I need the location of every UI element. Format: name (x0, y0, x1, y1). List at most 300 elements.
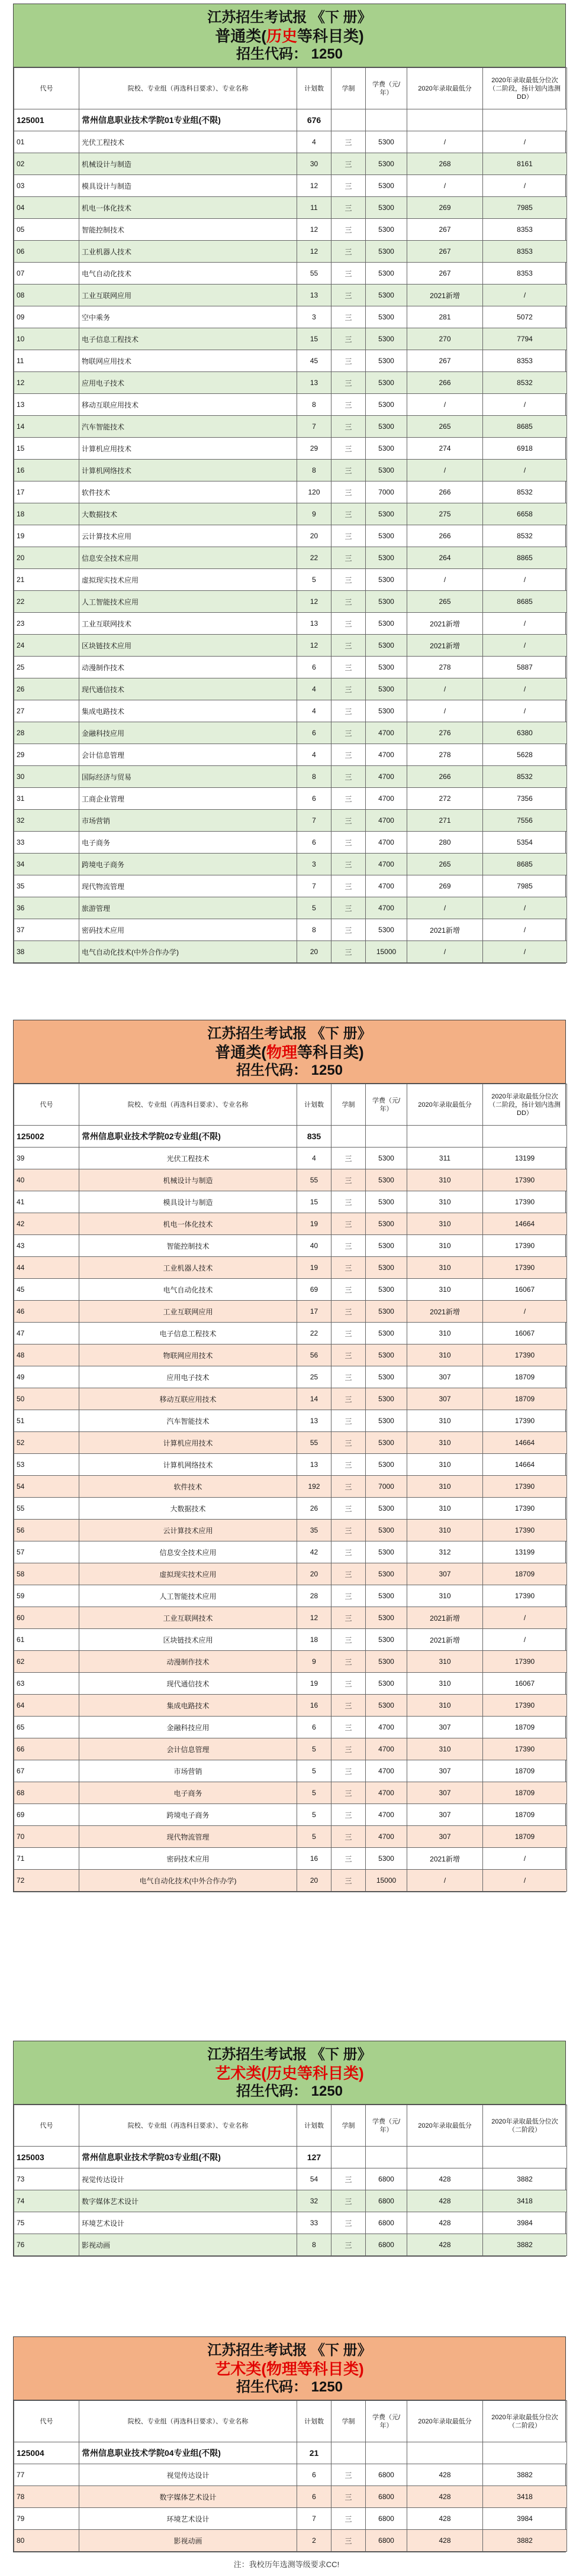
min-rank: 8532 (483, 481, 567, 503)
xuezhi: 三 (331, 1520, 366, 1541)
major-name: 集成电路技术 (79, 700, 297, 722)
min-rank: 8161 (483, 153, 567, 175)
min-score: 2021新增 (407, 285, 483, 306)
tuition: 5300 (366, 1323, 407, 1344)
min-rank: 6918 (483, 438, 567, 460)
tuition: 5300 (366, 438, 407, 460)
major-code: 35 (14, 875, 79, 897)
xuezhi: 三 (331, 678, 366, 700)
min-score: 278 (407, 657, 483, 678)
major-code: 48 (14, 1344, 79, 1366)
tuition: 5300 (366, 1235, 407, 1257)
col-min-rank: 2020年录取最低分位次（二阶段，扬计划内选测DD） (483, 68, 567, 109)
major-code: 63 (14, 1673, 79, 1695)
column-headers (14, 1084, 567, 1126)
xuezhi: 三 (331, 1826, 366, 1848)
min-score: 2021新增 (407, 1848, 483, 1870)
major-code: 73 (14, 2168, 79, 2190)
group-row (14, 109, 567, 131)
plan-count: 56 (297, 1344, 331, 1366)
plan-count: 5 (297, 569, 331, 591)
min-score: 2021新增 (407, 919, 483, 941)
major-code: 12 (14, 372, 79, 394)
min-rank: 18709 (483, 1760, 567, 1782)
plan-count: 5 (297, 1804, 331, 1826)
major-code: 55 (14, 1498, 79, 1520)
table-row (14, 1607, 567, 1629)
xuezhi: 三 (331, 525, 366, 547)
min-score: 266 (407, 372, 483, 394)
major-code: 40 (14, 1169, 79, 1191)
plan-count: 6 (297, 722, 331, 744)
table-row (14, 1717, 567, 1738)
plan-count: 5 (297, 1826, 331, 1848)
tuition: 4700 (366, 875, 407, 897)
min-score: 307 (407, 1760, 483, 1782)
tuition: 5300 (366, 919, 407, 941)
major-name: 工业互联网应用 (79, 285, 297, 306)
plan-count: 2 (297, 2530, 331, 2552)
col-fee: 学费（元/年） (366, 2105, 407, 2147)
plan-count: 4 (297, 700, 331, 722)
min-score: / (407, 175, 483, 197)
col-plan: 计划数 (297, 2401, 331, 2442)
major-code: 36 (14, 897, 79, 919)
major-name: 视觉传达设计 (79, 2464, 297, 2486)
min-score: 271 (407, 810, 483, 832)
tuition: 5300 (366, 197, 407, 219)
tuition: 5300 (366, 1673, 407, 1695)
tuition: 4700 (366, 766, 407, 788)
min-rank: / (483, 613, 567, 635)
min-rank: 7356 (483, 788, 567, 810)
table-header (14, 4, 565, 67)
major-code: 09 (14, 306, 79, 328)
major-code: 42 (14, 1213, 79, 1235)
table-row (14, 2234, 567, 2256)
plan-count: 5 (297, 1782, 331, 1804)
min-score: 265 (407, 854, 483, 875)
plan-count: 20 (297, 941, 331, 963)
tuition: 4700 (366, 1804, 407, 1826)
min-score: 310 (407, 1673, 483, 1695)
major-name: 移动互联应用技术 (79, 1388, 297, 1410)
tuition: 5300 (366, 1432, 407, 1454)
min-score: 265 (407, 591, 483, 613)
major-code: 25 (14, 657, 79, 678)
min-rank: 8685 (483, 854, 567, 875)
major-code: 46 (14, 1301, 79, 1323)
xuezhi: 三 (331, 1279, 366, 1301)
min-score: 428 (407, 2530, 483, 2552)
min-rank: / (483, 569, 567, 591)
admission-table-125001 (13, 4, 566, 964)
major-code: 02 (14, 153, 79, 175)
plan-count: 18 (297, 1629, 331, 1651)
plan-count: 13 (297, 613, 331, 635)
tuition: 5300 (366, 306, 407, 328)
min-score: 266 (407, 481, 483, 503)
plan-count: 8 (297, 460, 331, 481)
major-name: 数字媒体艺术设计 (79, 2190, 297, 2212)
col-xuezhi: 学制 (331, 68, 366, 109)
tuition: 5300 (366, 131, 407, 153)
table-row (14, 481, 567, 503)
major-name: 计算机网络技术 (79, 1454, 297, 1476)
min-score: 310 (407, 1585, 483, 1607)
plan-count: 17 (297, 1301, 331, 1323)
min-score: 307 (407, 1563, 483, 1585)
col-code: 代号 (14, 68, 79, 109)
major-code: 64 (14, 1695, 79, 1717)
tuition: 6800 (366, 2168, 407, 2190)
tuition: 5300 (366, 1520, 407, 1541)
plan-count: 5 (297, 1738, 331, 1760)
plan-count: 6 (297, 1717, 331, 1738)
table-row (14, 919, 567, 941)
category-title: 艺术类(物理等科目类) (215, 2360, 364, 2378)
table-row (14, 372, 567, 394)
plan-count: 9 (297, 1651, 331, 1673)
major-code: 27 (14, 700, 79, 722)
major-name: 大数据技术 (79, 1498, 297, 1520)
plan-count: 69 (297, 1279, 331, 1301)
min-score: 310 (407, 1323, 483, 1344)
major-name: 机电一体化技术 (79, 1213, 297, 1235)
min-rank: 18709 (483, 1388, 567, 1410)
plan-count: 40 (297, 1235, 331, 1257)
group-name: 常州信息职业技术学院04专业组(不限) (79, 2442, 297, 2464)
group-name: 常州信息职业技术学院01专业组(不限) (79, 109, 297, 131)
plan-count: 19 (297, 1213, 331, 1235)
col-plan: 计划数 (297, 2105, 331, 2147)
plan-count: 15 (297, 1191, 331, 1213)
min-rank: / (483, 1629, 567, 1651)
major-name: 金融科技应用 (79, 1717, 297, 1738)
table-row (14, 547, 567, 569)
min-score: 281 (407, 306, 483, 328)
min-rank: / (483, 1607, 567, 1629)
min-score: 310 (407, 1454, 483, 1476)
table-row (14, 1301, 567, 1323)
enroll-code: 招生代码： 1250 (236, 1062, 343, 1078)
major-name: 物联网应用技术 (79, 350, 297, 372)
min-rank: 5072 (483, 306, 567, 328)
min-score: 310 (407, 1169, 483, 1191)
xuezhi: 三 (331, 1585, 366, 1607)
min-rank: 16067 (483, 1323, 567, 1344)
plan-count: 14 (297, 1388, 331, 1410)
tuition: 5300 (366, 1213, 407, 1235)
plan-count: 30 (297, 153, 331, 175)
col-name: 院校、专业组（再选科目要求）、专业名称 (79, 2401, 297, 2442)
major-code: 11 (14, 350, 79, 372)
xuezhi: 三 (331, 832, 366, 854)
xuezhi: 三 (331, 875, 366, 897)
min-score: 275 (407, 503, 483, 525)
table-row (14, 306, 567, 328)
doc-title: 江苏招生考试报 《下 册》 (207, 2342, 372, 2358)
xuezhi: 三 (331, 1870, 366, 1892)
major-name: 电气自动化技术 (79, 1279, 297, 1301)
major-code: 01 (14, 131, 79, 153)
major-name: 机电一体化技术 (79, 197, 297, 219)
min-score: 310 (407, 1191, 483, 1213)
group-plan: 835 (297, 1126, 331, 1148)
major-table (14, 2105, 567, 2256)
major-code: 45 (14, 1279, 79, 1301)
min-rank: / (483, 460, 567, 481)
min-score: 278 (407, 744, 483, 766)
min-score: 265 (407, 416, 483, 438)
major-code: 28 (14, 722, 79, 744)
min-score: 428 (407, 2212, 483, 2234)
min-score: 310 (407, 1410, 483, 1432)
major-code: 18 (14, 503, 79, 525)
plan-count: 12 (297, 1607, 331, 1629)
min-rank: 14664 (483, 1432, 567, 1454)
major-name: 动漫制作技术 (79, 1651, 297, 1673)
major-code: 15 (14, 438, 79, 460)
plan-count: 16 (297, 1848, 331, 1870)
table-row (14, 744, 567, 766)
major-name: 市场营销 (79, 810, 297, 832)
xuezhi: 三 (331, 722, 366, 744)
table-row (14, 394, 567, 416)
min-score: 311 (407, 1148, 483, 1169)
table-header (14, 1020, 565, 1084)
plan-count: 9 (297, 503, 331, 525)
tuition: 5300 (366, 613, 407, 635)
tuition: 5300 (366, 657, 407, 678)
min-rank: 18709 (483, 1717, 567, 1738)
xuezhi: 三 (331, 657, 366, 678)
xuezhi: 三 (331, 306, 366, 328)
xuezhi: 三 (331, 175, 366, 197)
major-code: 57 (14, 1541, 79, 1563)
col-min-score: 2020年录取最低分 (407, 68, 483, 109)
tuition: 5300 (366, 241, 407, 263)
table-row (14, 1651, 567, 1673)
table-row (14, 1498, 567, 1520)
min-rank: / (483, 175, 567, 197)
min-rank: / (483, 285, 567, 306)
tuition: 4700 (366, 1826, 407, 1848)
major-name: 信息安全技术应用 (79, 547, 297, 569)
column-headers (14, 68, 567, 109)
table-row (14, 525, 567, 547)
xuezhi: 三 (331, 1695, 366, 1717)
tuition: 6800 (366, 2486, 407, 2508)
col-xuezhi: 学制 (331, 1084, 366, 1126)
table-row (14, 1826, 567, 1848)
tuition: 5300 (366, 1695, 407, 1717)
xuezhi: 三 (331, 788, 366, 810)
min-score: 428 (407, 2464, 483, 2486)
category-title: 普通类(历史等科目类) (215, 27, 364, 45)
xuezhi: 三 (331, 1301, 366, 1323)
xuezhi: 三 (331, 635, 366, 657)
min-score: 2021新增 (407, 1607, 483, 1629)
table-row (14, 1629, 567, 1651)
major-code: 29 (14, 744, 79, 766)
tuition: 5300 (366, 263, 407, 285)
plan-count: 13 (297, 1410, 331, 1432)
major-name: 虚拟现实技术应用 (79, 1563, 297, 1585)
xuezhi: 三 (331, 350, 366, 372)
xuezhi: 三 (331, 1191, 366, 1213)
tuition: 6800 (366, 2190, 407, 2212)
plan-count: 13 (297, 1454, 331, 1476)
plan-count: 8 (297, 919, 331, 941)
min-rank: 5628 (483, 744, 567, 766)
min-rank: 3418 (483, 2190, 567, 2212)
major-code: 69 (14, 1804, 79, 1826)
min-score: 266 (407, 766, 483, 788)
min-score: 264 (407, 547, 483, 569)
xuezhi: 三 (331, 613, 366, 635)
tuition: 5300 (366, 1410, 407, 1432)
plan-count: 20 (297, 1563, 331, 1585)
plan-count: 29 (297, 438, 331, 460)
major-name: 模具设计与制造 (79, 1191, 297, 1213)
plan-count: 54 (297, 2168, 331, 2190)
major-name: 智能控制技术 (79, 219, 297, 241)
min-score: 2021新增 (407, 1301, 483, 1323)
table-row (14, 2464, 567, 2486)
major-name: 电子商务 (79, 1782, 297, 1804)
col-min-rank: 2020年录取最低分位次（二阶段） (483, 2401, 567, 2442)
xuezhi: 三 (331, 2486, 366, 2508)
table-row (14, 2212, 567, 2234)
min-rank: 18709 (483, 1563, 567, 1585)
major-code: 70 (14, 1826, 79, 1848)
xuezhi: 三 (331, 1476, 366, 1498)
tuition: 5300 (366, 1169, 407, 1191)
min-score: 276 (407, 722, 483, 744)
table-row (14, 941, 567, 963)
major-code: 06 (14, 241, 79, 263)
col-xuezhi: 学制 (331, 2401, 366, 2442)
doc-title: 江苏招生考试报 《下 册》 (207, 1026, 372, 1042)
xuezhi: 三 (331, 1804, 366, 1826)
plan-count: 3 (297, 306, 331, 328)
plan-count: 22 (297, 1323, 331, 1344)
major-name: 跨境电子商务 (79, 1804, 297, 1826)
tuition: 6800 (366, 2508, 407, 2530)
col-fee: 学费（元/年） (366, 68, 407, 109)
min-score: / (407, 394, 483, 416)
xuezhi: 三 (331, 153, 366, 175)
enroll-code: 招生代码： 1250 (236, 2379, 343, 2395)
tuition: 4700 (366, 1782, 407, 1804)
min-rank: 13199 (483, 1148, 567, 1169)
table-row (14, 2508, 567, 2530)
xuezhi: 三 (331, 2464, 366, 2486)
category-title: 普通类(物理等科目类) (215, 1043, 364, 1061)
tuition: 6800 (366, 2464, 407, 2486)
xuezhi: 三 (331, 503, 366, 525)
min-rank: 3418 (483, 2486, 567, 2508)
table-row (14, 197, 567, 219)
enroll-code: 招生代码： 1250 (236, 46, 343, 62)
xuezhi: 三 (331, 1760, 366, 1782)
table-row (14, 1476, 567, 1498)
group-name: 常州信息职业技术学院03专业组(不限) (79, 2147, 297, 2168)
major-code: 03 (14, 175, 79, 197)
min-rank: / (483, 678, 567, 700)
plan-count: 192 (297, 1476, 331, 1498)
plan-count: 8 (297, 2234, 331, 2256)
min-score: 310 (407, 1520, 483, 1541)
doc-title: 江苏招生考试报 《下 册》 (207, 9, 372, 25)
tuition: 5300 (366, 569, 407, 591)
table-row (14, 1191, 567, 1213)
table-row (14, 1148, 567, 1169)
min-score: 270 (407, 328, 483, 350)
table-row (14, 1279, 567, 1301)
tuition: 5300 (366, 328, 407, 350)
col-min-rank: 2020年录取最低分位次（二阶段，扬计划内选测DD） (483, 1084, 567, 1126)
min-rank: 8532 (483, 372, 567, 394)
min-rank: 3882 (483, 2168, 567, 2190)
xuezhi: 三 (331, 241, 366, 263)
plan-count: 5 (297, 897, 331, 919)
major-code: 30 (14, 766, 79, 788)
major-name: 模具设计与制造 (79, 175, 297, 197)
tuition: 5300 (366, 547, 407, 569)
min-score: 428 (407, 2190, 483, 2212)
major-name: 会计信息管理 (79, 744, 297, 766)
min-rank: 7794 (483, 328, 567, 350)
xuezhi: 三 (331, 1148, 366, 1169)
xuezhi: 三 (331, 1651, 366, 1673)
xuezhi: 三 (331, 372, 366, 394)
plan-count: 12 (297, 635, 331, 657)
major-code: 24 (14, 635, 79, 657)
major-code: 53 (14, 1454, 79, 1476)
tuition: 4700 (366, 1717, 407, 1738)
tuition: 5300 (366, 1563, 407, 1585)
xuezhi: 三 (331, 810, 366, 832)
plan-count: 6 (297, 657, 331, 678)
xuezhi: 三 (331, 1541, 366, 1563)
major-name: 应用电子技术 (79, 1366, 297, 1388)
xuezhi: 三 (331, 1235, 366, 1257)
plan-count: 20 (297, 525, 331, 547)
major-code: 34 (14, 854, 79, 875)
xuezhi: 三 (331, 1344, 366, 1366)
min-rank: 17390 (483, 1476, 567, 1498)
plan-count: 13 (297, 285, 331, 306)
major-name: 影视动画 (79, 2234, 297, 2256)
min-score: / (407, 678, 483, 700)
major-name: 软件技术 (79, 481, 297, 503)
table-row (14, 285, 567, 306)
xuezhi: 三 (331, 700, 366, 722)
min-rank: 18709 (483, 1826, 567, 1848)
major-name: 环境艺术设计 (79, 2212, 297, 2234)
major-code: 50 (14, 1388, 79, 1410)
min-rank: 3882 (483, 2464, 567, 2486)
tuition: 6800 (366, 2530, 407, 2552)
major-code: 75 (14, 2212, 79, 2234)
xuezhi: 三 (331, 263, 366, 285)
min-score: / (407, 460, 483, 481)
table-row (14, 1738, 567, 1760)
plan-count: 35 (297, 1520, 331, 1541)
major-name: 应用电子技术 (79, 372, 297, 394)
